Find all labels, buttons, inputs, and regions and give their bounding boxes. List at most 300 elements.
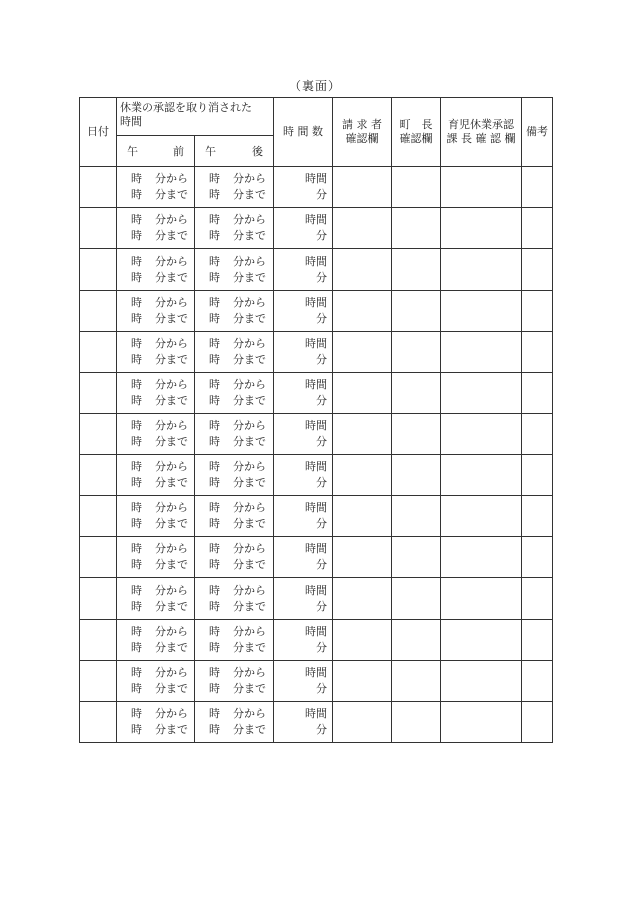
mayor-confirm-cell[interactable] [392,167,441,208]
to-label: 分まで [155,681,188,695]
time-from-line [117,336,194,352]
time-to-line [195,393,273,409]
header-am [117,136,195,167]
from-label: 分から [233,460,266,474]
hour-label: 時 [209,476,220,490]
hours-cell[interactable] [274,455,333,496]
page-side-label: （裏面） [288,79,341,93]
remarks-cell[interactable] [522,701,553,742]
time-from-line [195,500,273,516]
time-from-line [195,254,273,270]
time-to-line [195,434,273,450]
to-label: 分まで [233,352,266,366]
from-label: 分から [155,172,188,186]
hour-label: 時 [209,419,220,433]
time-from-line [195,459,273,475]
time-to-line [117,599,194,615]
mayor-confirm-cell[interactable] [392,537,441,578]
date-cell[interactable] [80,167,117,208]
to-label: 分まで [155,229,188,243]
to-label: 分まで [155,722,188,736]
time-to-line [117,352,194,368]
hour-label: 時 [209,295,220,309]
requester-confirm-cell[interactable] [333,496,392,537]
minutes-unit-label: 分 [316,393,327,407]
hour-label: 時 [131,172,142,186]
pm-time-cell[interactable] [195,167,274,208]
date-cell[interactable] [80,455,117,496]
time-from-line [117,624,194,640]
hour-label: 時 [209,311,220,325]
time-from-line [195,541,273,557]
am-time-cell[interactable] [117,167,195,208]
header-requester-line1: 請 求 者 [342,118,382,132]
from-label: 分から [155,460,188,474]
mayor-confirm-cell[interactable] [392,249,441,290]
minutes-unit-label: 分 [316,311,327,325]
header-hours: 時 間 数 [274,98,333,167]
hour-label: 時 [209,460,220,474]
requester-confirm-cell[interactable] [333,372,392,413]
table-row [80,372,553,413]
to-label: 分まで [233,722,266,736]
date-cell[interactable] [80,249,117,290]
header-date: 日付 [80,98,117,167]
hours-cell[interactable] [274,167,333,208]
hour-label: 時 [131,583,142,597]
remarks-cell[interactable] [522,619,553,660]
hours-cell[interactable] [274,249,333,290]
date-cell[interactable] [80,619,117,660]
to-label: 分まで [155,311,188,325]
from-label: 分から [155,295,188,309]
header-mayor-line2: 確認欄 [399,132,433,146]
time-from-line [117,541,194,557]
minutes-unit-label: 分 [316,476,327,490]
hours-cell[interactable] [274,290,333,331]
hour-label: 時 [209,229,220,243]
remarks-cell[interactable] [522,372,553,413]
hours-cell[interactable] [274,701,333,742]
header-section-chief-confirm [441,98,522,167]
from-label: 分から [233,172,266,186]
pm-time-cell[interactable] [195,660,274,701]
date-cell[interactable] [80,660,117,701]
hour-label: 時 [209,665,220,679]
hours-unit-label: 時間 [305,460,327,474]
header-requester-line2: 確認欄 [345,132,379,146]
hour-label: 時 [131,681,142,695]
hours-unit-label: 時間 [305,583,327,597]
to-label: 分まで [155,558,188,572]
hour-label: 時 [209,558,220,572]
to-label: 分まで [155,352,188,366]
table-row [80,455,553,496]
minutes-unit-label: 分 [316,681,327,695]
pm-time-cell[interactable] [195,331,274,372]
remarks-cell[interactable] [522,167,553,208]
to-label: 分まで [233,517,266,531]
am-time-cell[interactable] [117,619,195,660]
table-row [80,496,553,537]
header-requester-confirm [333,98,392,167]
hour-label: 時 [131,722,142,736]
hours-cell[interactable] [274,413,333,454]
minutes-unit-label: 分 [316,517,327,531]
hours-unit-label: 時間 [305,501,327,515]
hour-label: 時 [131,460,142,474]
time-to-line [117,434,194,450]
time-from-line [117,459,194,475]
from-label: 分から [233,706,266,720]
time-from-line [117,377,194,393]
pm-time-cell[interactable] [195,455,274,496]
pm-time-cell[interactable] [195,413,274,454]
to-label: 分まで [233,476,266,490]
pm-time-cell[interactable] [195,578,274,619]
remarks-cell[interactable] [522,413,553,454]
section-chief-confirm-cell[interactable] [441,660,522,701]
hour-label: 時 [131,476,142,490]
from-label: 分から [233,501,266,515]
from-label: 分から [233,336,266,350]
hours-unit-label: 時間 [305,336,327,350]
time-to-line [195,352,273,368]
pm-time-cell[interactable] [195,372,274,413]
pm-time-cell[interactable] [195,537,274,578]
hour-label: 時 [131,393,142,407]
to-label: 分まで [155,393,188,407]
time-to-line [117,393,194,409]
hour-label: 時 [209,254,220,268]
hour-label: 時 [131,501,142,515]
table-row [80,660,553,701]
date-cell[interactable] [80,701,117,742]
am-time-cell[interactable] [117,455,195,496]
section-chief-confirm-cell[interactable] [441,537,522,578]
time-from-line [117,254,194,270]
am-time-cell[interactable] [117,578,195,619]
minutes-unit-label: 分 [316,558,327,572]
hour-label: 時 [209,681,220,695]
to-label: 分まで [233,640,266,654]
mayor-confirm-cell[interactable] [392,372,441,413]
time-to-line [117,640,194,656]
to-label: 分まで [233,558,266,572]
time-to-line [195,475,273,491]
am-time-cell[interactable] [117,249,195,290]
am-time-cell[interactable] [117,208,195,249]
time-from-line [195,171,273,187]
date-cell[interactable] [80,208,117,249]
to-label: 分まで [233,311,266,325]
section-chief-confirm-cell[interactable] [441,290,522,331]
pm-time-cell[interactable] [195,208,274,249]
time-to-line [195,681,273,697]
time-to-line [195,228,273,244]
hour-label: 時 [209,352,220,366]
pm-time-cell[interactable] [195,496,274,537]
requester-confirm-cell[interactable] [333,537,392,578]
to-label: 分まで [233,188,266,202]
hours-unit-label: 時間 [305,295,327,309]
pm-time-cell[interactable] [195,290,274,331]
section-chief-confirm-cell[interactable] [441,413,522,454]
am-time-cell[interactable] [117,496,195,537]
hours-cell[interactable] [274,619,333,660]
mayor-confirm-cell[interactable] [392,496,441,537]
hours-cell[interactable] [274,537,333,578]
hour-label: 時 [131,188,142,202]
section-chief-confirm-cell[interactable] [441,208,522,249]
hours-cell[interactable] [274,208,333,249]
hour-label: 時 [209,542,220,556]
hour-label: 時 [209,188,220,202]
header-cancelled-time-line1: 休業の承認を取り消された [120,101,252,114]
pm-time-cell[interactable] [195,701,274,742]
from-label: 分から [155,665,188,679]
remarks-cell[interactable] [522,290,553,331]
time-to-line [195,516,273,532]
mayor-confirm-cell[interactable] [392,660,441,701]
from-label: 分から [155,336,188,350]
time-from-line [195,583,273,599]
requester-confirm-cell[interactable] [333,249,392,290]
date-cell[interactable] [80,331,117,372]
time-to-line [117,475,194,491]
hour-label: 時 [209,172,220,186]
to-label: 分まで [233,435,266,449]
mayor-confirm-cell[interactable] [392,578,441,619]
from-label: 分から [233,624,266,638]
requester-confirm-cell[interactable] [333,660,392,701]
hours-cell[interactable] [274,496,333,537]
requester-confirm-cell[interactable] [333,619,392,660]
requester-confirm-cell[interactable] [333,290,392,331]
table-row [80,167,553,208]
childcare-leave-cancellation-table [79,97,553,743]
hour-label: 時 [131,352,142,366]
hour-label: 時 [131,270,142,284]
table-row [80,537,553,578]
am-time-cell[interactable] [117,413,195,454]
header-am-char2: 前 [173,145,184,159]
hour-label: 時 [131,254,142,268]
mayor-confirm-cell[interactable] [392,701,441,742]
hours-cell[interactable] [274,578,333,619]
minutes-unit-label: 分 [316,352,327,366]
remarks-cell[interactable] [522,455,553,496]
remarks-cell[interactable] [522,331,553,372]
hours-unit-label: 時間 [305,542,327,556]
remarks-cell[interactable] [522,578,553,619]
section-chief-confirm-cell[interactable] [441,619,522,660]
pm-time-cell[interactable] [195,619,274,660]
to-label: 分まで [155,476,188,490]
date-cell[interactable] [80,578,117,619]
from-label: 分から [233,665,266,679]
section-chief-confirm-cell[interactable] [441,331,522,372]
time-to-line [117,311,194,327]
table-row [80,290,553,331]
hours-cell[interactable] [274,372,333,413]
requester-confirm-cell[interactable] [333,413,392,454]
time-to-line [195,640,273,656]
time-to-line [195,187,273,203]
am-time-cell[interactable] [117,290,195,331]
to-label: 分まで [233,393,266,407]
table-row [80,208,553,249]
to-label: 分まで [155,517,188,531]
header-am-char1: 午 [127,145,138,159]
hour-label: 時 [209,599,220,613]
date-cell[interactable] [80,496,117,537]
hour-label: 時 [131,435,142,449]
hours-unit-label: 時間 [305,665,327,679]
am-time-cell[interactable] [117,701,195,742]
hour-label: 時 [209,213,220,227]
time-to-line [195,599,273,615]
remarks-cell[interactable] [522,208,553,249]
hour-label: 時 [131,213,142,227]
hours-unit-label: 時間 [305,172,327,186]
from-label: 分から [233,542,266,556]
hour-label: 時 [131,229,142,243]
time-to-line [195,557,273,573]
mayor-confirm-cell[interactable] [392,619,441,660]
requester-confirm-cell[interactable] [333,208,392,249]
hour-label: 時 [131,311,142,325]
hour-label: 時 [131,517,142,531]
to-label: 分まで [155,270,188,284]
hour-label: 時 [209,624,220,638]
time-from-line [117,171,194,187]
from-label: 分から [233,583,266,597]
am-time-cell[interactable] [117,372,195,413]
hour-label: 時 [131,558,142,572]
minutes-unit-label: 分 [316,640,327,654]
date-cell[interactable] [80,372,117,413]
table-row [80,619,553,660]
mayor-confirm-cell[interactable] [392,455,441,496]
hours-unit-label: 時間 [305,706,327,720]
hours-cell[interactable] [274,660,333,701]
hour-label: 時 [131,665,142,679]
section-chief-confirm-cell[interactable] [441,578,522,619]
requester-confirm-cell[interactable] [333,701,392,742]
header-mayor-confirm [392,98,441,167]
mayor-confirm-cell[interactable] [392,331,441,372]
time-from-line [117,212,194,228]
time-from-line [117,418,194,434]
hour-label: 時 [131,706,142,720]
minutes-unit-label: 分 [316,229,327,243]
section-chief-confirm-cell[interactable] [441,455,522,496]
time-from-line [117,295,194,311]
pm-time-cell[interactable] [195,249,274,290]
requester-confirm-cell[interactable] [333,455,392,496]
hour-label: 時 [209,270,220,284]
minutes-unit-label: 分 [316,270,327,284]
from-label: 分から [233,377,266,391]
time-from-line [117,583,194,599]
to-label: 分まで [155,640,188,654]
remarks-cell[interactable] [522,660,553,701]
hour-label: 時 [131,336,142,350]
hour-label: 時 [131,377,142,391]
minutes-unit-label: 分 [316,435,327,449]
hours-cell[interactable] [274,331,333,372]
requester-confirm-cell[interactable] [333,167,392,208]
am-time-cell[interactable] [117,537,195,578]
header-cancelled-time [117,98,274,136]
hour-label: 時 [209,393,220,407]
requester-confirm-cell[interactable] [333,578,392,619]
header-pm-char1: 午 [205,145,216,159]
time-to-line [117,722,194,738]
table-row [80,249,553,290]
time-from-line [195,706,273,722]
hour-label: 時 [209,435,220,449]
hour-label: 時 [131,599,142,613]
section-chief-confirm-cell[interactable] [441,167,522,208]
hours-unit-label: 時間 [305,254,327,268]
header-pm-char2: 後 [252,145,263,159]
section-chief-confirm-cell[interactable] [441,249,522,290]
to-label: 分まで [233,681,266,695]
section-chief-confirm-cell[interactable] [441,701,522,742]
time-from-line [117,706,194,722]
mayor-confirm-cell[interactable] [392,290,441,331]
date-cell[interactable] [80,290,117,331]
remarks-cell[interactable] [522,537,553,578]
time-to-line [117,681,194,697]
time-to-line [117,516,194,532]
date-cell[interactable] [80,537,117,578]
remarks-cell[interactable] [522,496,553,537]
table-row [80,578,553,619]
mayor-confirm-cell[interactable] [392,208,441,249]
from-label: 分から [155,542,188,556]
time-from-line [117,665,194,681]
hour-label: 時 [209,336,220,350]
hours-unit-label: 時間 [305,213,327,227]
section-chief-confirm-cell[interactable] [441,372,522,413]
header-section-chief-line2: 課 長 確 認 欄 [446,132,516,146]
header-cancelled-time-line2: 時間 [120,115,142,128]
am-time-cell[interactable] [117,660,195,701]
hour-label: 時 [209,640,220,654]
header-section-chief-line1: 育児休業承認 [448,118,514,132]
header-mayor-line1: 町 長 [399,118,433,132]
minutes-unit-label: 分 [316,722,327,736]
mayor-confirm-cell[interactable] [392,413,441,454]
time-from-line [195,212,273,228]
from-label: 分から [233,254,266,268]
date-cell[interactable] [80,413,117,454]
remarks-cell[interactable] [522,249,553,290]
from-label: 分から [155,583,188,597]
time-from-line [195,624,273,640]
requester-confirm-cell[interactable] [333,331,392,372]
time-from-line [117,500,194,516]
from-label: 分から [233,295,266,309]
am-time-cell[interactable] [117,331,195,372]
header-remarks: 備考 [522,98,553,167]
header-pm [195,136,274,167]
section-chief-confirm-cell[interactable] [441,496,522,537]
time-from-line [195,418,273,434]
